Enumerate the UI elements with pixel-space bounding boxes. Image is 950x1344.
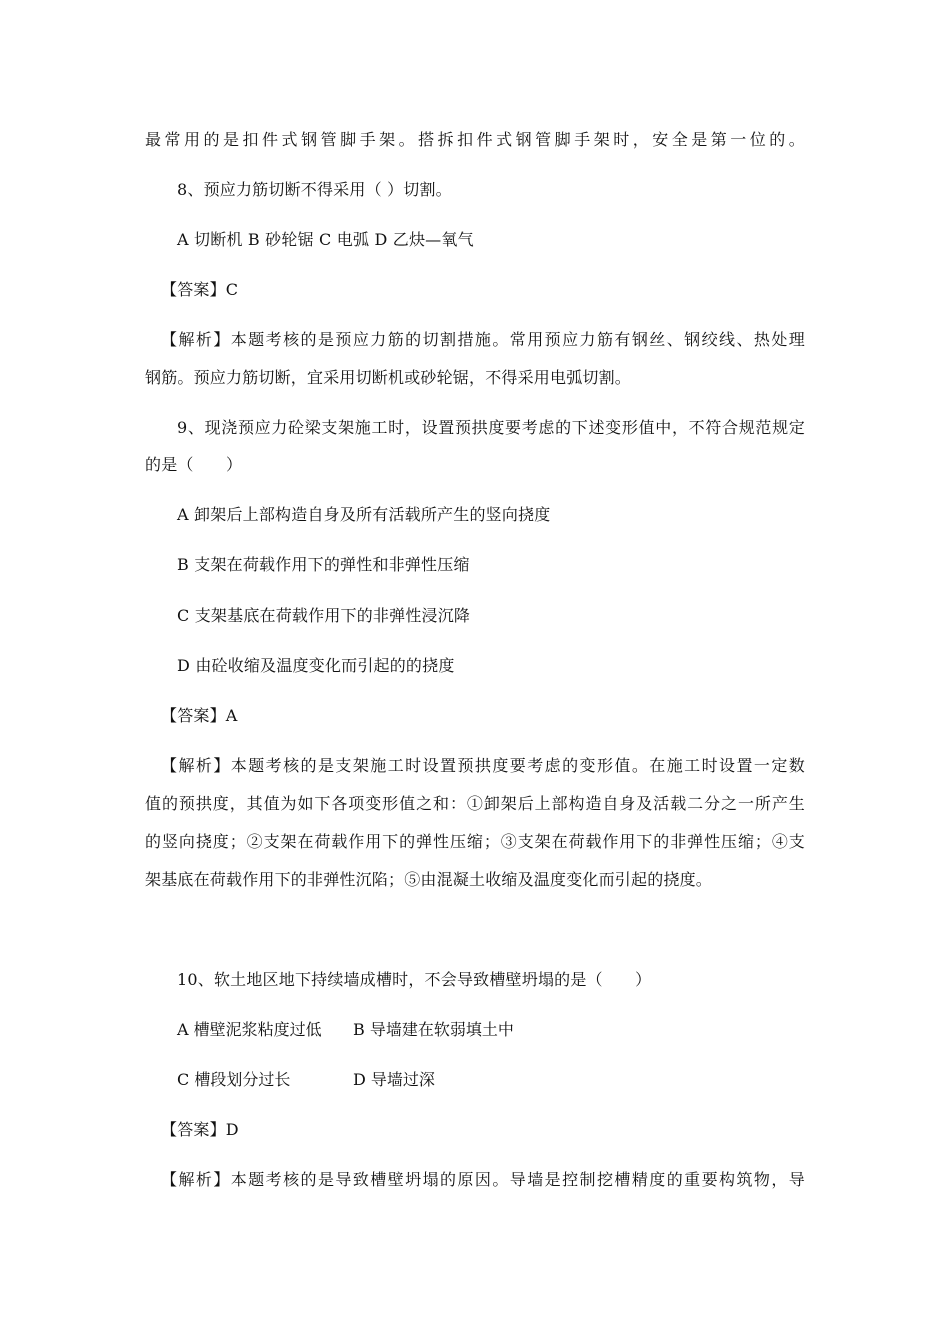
question-9-analysis-line-4: 架基底在荷载作用下的非弹性沉陷；⑤由混凝土收缩及温度变化而引起的挠度。 [145, 870, 713, 889]
question-9-option-b: B 支架在荷载作用下的弹性和非弹性压缩 [177, 555, 470, 574]
question-10-stem: 10、软土地区地下持续墙成槽时，不会导致槽壁坍塌的是（ ） [177, 970, 652, 989]
question-10-option-c: C 槽段划分过长 [177, 1070, 291, 1089]
question-9-stem-line-1: 9、现浇预应力砼梁支架施工时，设置预拱度要考虑的下述变形值中，不符合规范规定 [177, 418, 805, 437]
question-9-analysis-line-1: 【解析】本题考核的是支架施工时设置预拱度要考虑的变形值。在施工时设置一定数 [161, 756, 805, 775]
question-8-options: A 切断机 B 砂轮锯 C 电弧 D 乙炔—氧气 [177, 230, 474, 249]
paragraph-intro: 最常用的是扣件式钢管脚手架。搭拆扣件式钢管脚手架时，安全是第一位的。 [145, 130, 805, 149]
question-9-answer: 【答案】A [161, 706, 238, 725]
question-10-answer: 【答案】D [161, 1120, 239, 1139]
question-10-option-d: D 导墙过深 [353, 1070, 435, 1089]
question-10-option-b: B 导墙建在软弱填土中 [353, 1020, 514, 1039]
question-9-option-c: C 支架基底在荷载作用下的非弹性浸沉降 [177, 606, 471, 625]
question-9-analysis-line-3: 的竖向挠度；②支架在荷载作用下的弹性压缩；③支架在荷载作用下的非弹性压缩；④支 [145, 832, 805, 851]
question-8-analysis-line-2: 钢筋。预应力筋切断，宜采用切断机或砂轮锯，不得采用电弧切割。 [145, 368, 632, 387]
question-10-option-a: A 槽壁泥浆粘度过低 [177, 1020, 322, 1039]
question-9-option-d: D 由砼收缩及温度变化而引起的的挠度 [177, 656, 455, 675]
question-10-analysis-line-1: 【解析】本题考核的是导致槽壁坍塌的原因。导墙是控制挖槽精度的重要构筑物，导 [161, 1170, 805, 1189]
question-8-stem: 8、预应力筋切断不得采用（ ）切割。 [177, 180, 452, 199]
question-9-analysis-line-2: 值的预拱度，其值为如下各项变形值之和：①卸架后上部构造自身及活载二分之一所产生 [145, 794, 805, 813]
question-8-answer: 【答案】C [161, 280, 239, 299]
question-9-option-a: A 卸架后上部构造自身及所有活载所产生的竖向挠度 [177, 505, 551, 524]
question-9-stem-line-2: 的是（ ） [145, 455, 243, 474]
question-8-analysis-line-1: 【解析】本题考核的是预应力筋的切割措施。常用预应力筋有钢丝、钢绞线、热处理 [161, 330, 805, 349]
